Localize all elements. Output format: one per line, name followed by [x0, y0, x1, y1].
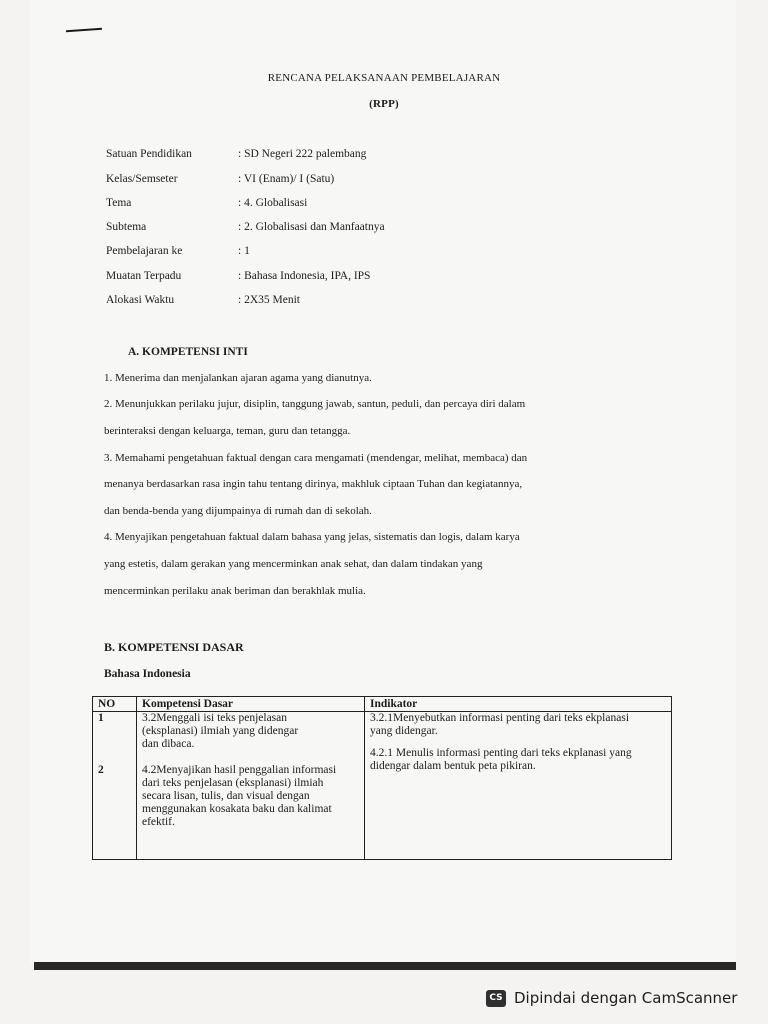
kd-text: dari teks penjelasan (eksplanasi) ilmiah [142, 777, 324, 789]
row-number: 2 [98, 764, 104, 776]
camscanner-watermark [486, 989, 737, 1007]
indikator-cell [365, 712, 672, 860]
identity-label: Kelas/Semseter [106, 173, 178, 185]
kd-text: (eksplanasi) ilmiah yang didengar [142, 725, 299, 737]
indikator-text: 3.2.1Menyebutkan informasi penting dari teks ekplanasi [370, 712, 630, 724]
kd-text: menggunakan kosakata baku dan kalimat [142, 803, 332, 815]
identity-value: : VI (Enam)/ I (Satu) [238, 173, 335, 185]
kd-cell [137, 712, 365, 860]
section-b-heading: B. KOMPETENSI DASAR [104, 640, 244, 654]
scan-edge [34, 962, 736, 970]
identity-label: Pembelajaran ke [106, 245, 183, 257]
row-number: 1 [98, 712, 104, 724]
competency-table [92, 696, 672, 860]
identity-label: Satuan Pendidikan [106, 148, 192, 160]
section-a-heading: A. KOMPETENSI INTI [128, 346, 248, 358]
paragraph-line: dan benda-benda yang dijumpainya di rumah dan di sekolah. [104, 505, 372, 517]
number-cell [93, 712, 137, 860]
identity-label: Muatan Terpadu [106, 270, 182, 282]
identity-value: : Bahasa Indonesia, IPA, IPS [238, 270, 371, 282]
indikator-text: didengar dalam bentuk peta pikiran. [370, 760, 536, 772]
kd-text: 3.2Menggali isi teks penjelasan [142, 712, 287, 724]
camscanner-logo-icon: CS [486, 990, 506, 1007]
paragraph-line: 3. Memahami pengetahuan faktual dengan cara mengamati (mendengar, melihat, membaca) dan [104, 452, 528, 464]
document-subtitle: (RPP) [369, 98, 399, 110]
identity-label: Alokasi Waktu [106, 294, 175, 306]
paragraph-line: berinteraksi dengan keluarga, teman, guru dan tetangga. [104, 425, 351, 437]
identity-label: Subtema [106, 221, 147, 233]
identity-value: : SD Negeri 222 palembang [238, 148, 367, 160]
column-header-kd: Kompetensi Dasar [137, 697, 365, 712]
identity-value: : 2. Globalisasi dan Manfaatnya [238, 221, 385, 233]
identity-value: : 1 [238, 245, 250, 257]
table-row [93, 712, 672, 860]
paragraph-line: yang estetis, dalam gerakan yang mencerminkan anak sehat, dan dalam tindakan yang [104, 558, 483, 570]
watermark-text: Dipindai dengan CamScanner [514, 989, 738, 1007]
subject-heading: Bahasa Indonesia [104, 668, 191, 680]
table-header-row [93, 697, 672, 712]
kd-text: dan dibaca. [142, 738, 195, 750]
paragraph-line: 4. Menyajikan pengetahuan faktual dalam bahasa yang jelas, sistematis dan logis, dalam karya [104, 531, 520, 543]
identity-value: : 2X35 Menit [238, 294, 300, 306]
column-header-no: NO [93, 697, 137, 712]
document-title: RENCANA PELAKSANAAN PEMBELAJARAN [267, 72, 501, 84]
kd-text: 4.2Menyajikan hasil penggalian informasi [142, 764, 337, 776]
identity-value: : 4. Globalisasi [238, 197, 308, 209]
column-header-indikator: Indikator [365, 697, 672, 712]
indikator-text: 4.2.1 Menulis informasi penting dari teks ekplanasi yang [370, 747, 632, 759]
kd-text: efektif. [142, 816, 175, 828]
paragraph-line: 2. Menunjukkan perilaku jujur, disiplin, tanggung jawab, santun, peduli, dan percaya diri dalam [104, 398, 526, 410]
kd-text: secara lisan, tulis, dan visual dengan [142, 790, 310, 802]
paragraph-line: menanya berdasarkan rasa ingin tahu tentang dirinya, makhluk ciptaan Tuhan dan kegiatannya, [104, 478, 523, 490]
indikator-text: yang didengar. [370, 725, 438, 737]
paragraph-line: 1. Menerima dan menjalankan ajaran agama yang dianutnya. [104, 372, 372, 384]
paragraph-line: mencerminkan perilaku anak beriman dan berakhlak mulia. [104, 585, 366, 597]
identity-label: Tema [106, 197, 132, 209]
